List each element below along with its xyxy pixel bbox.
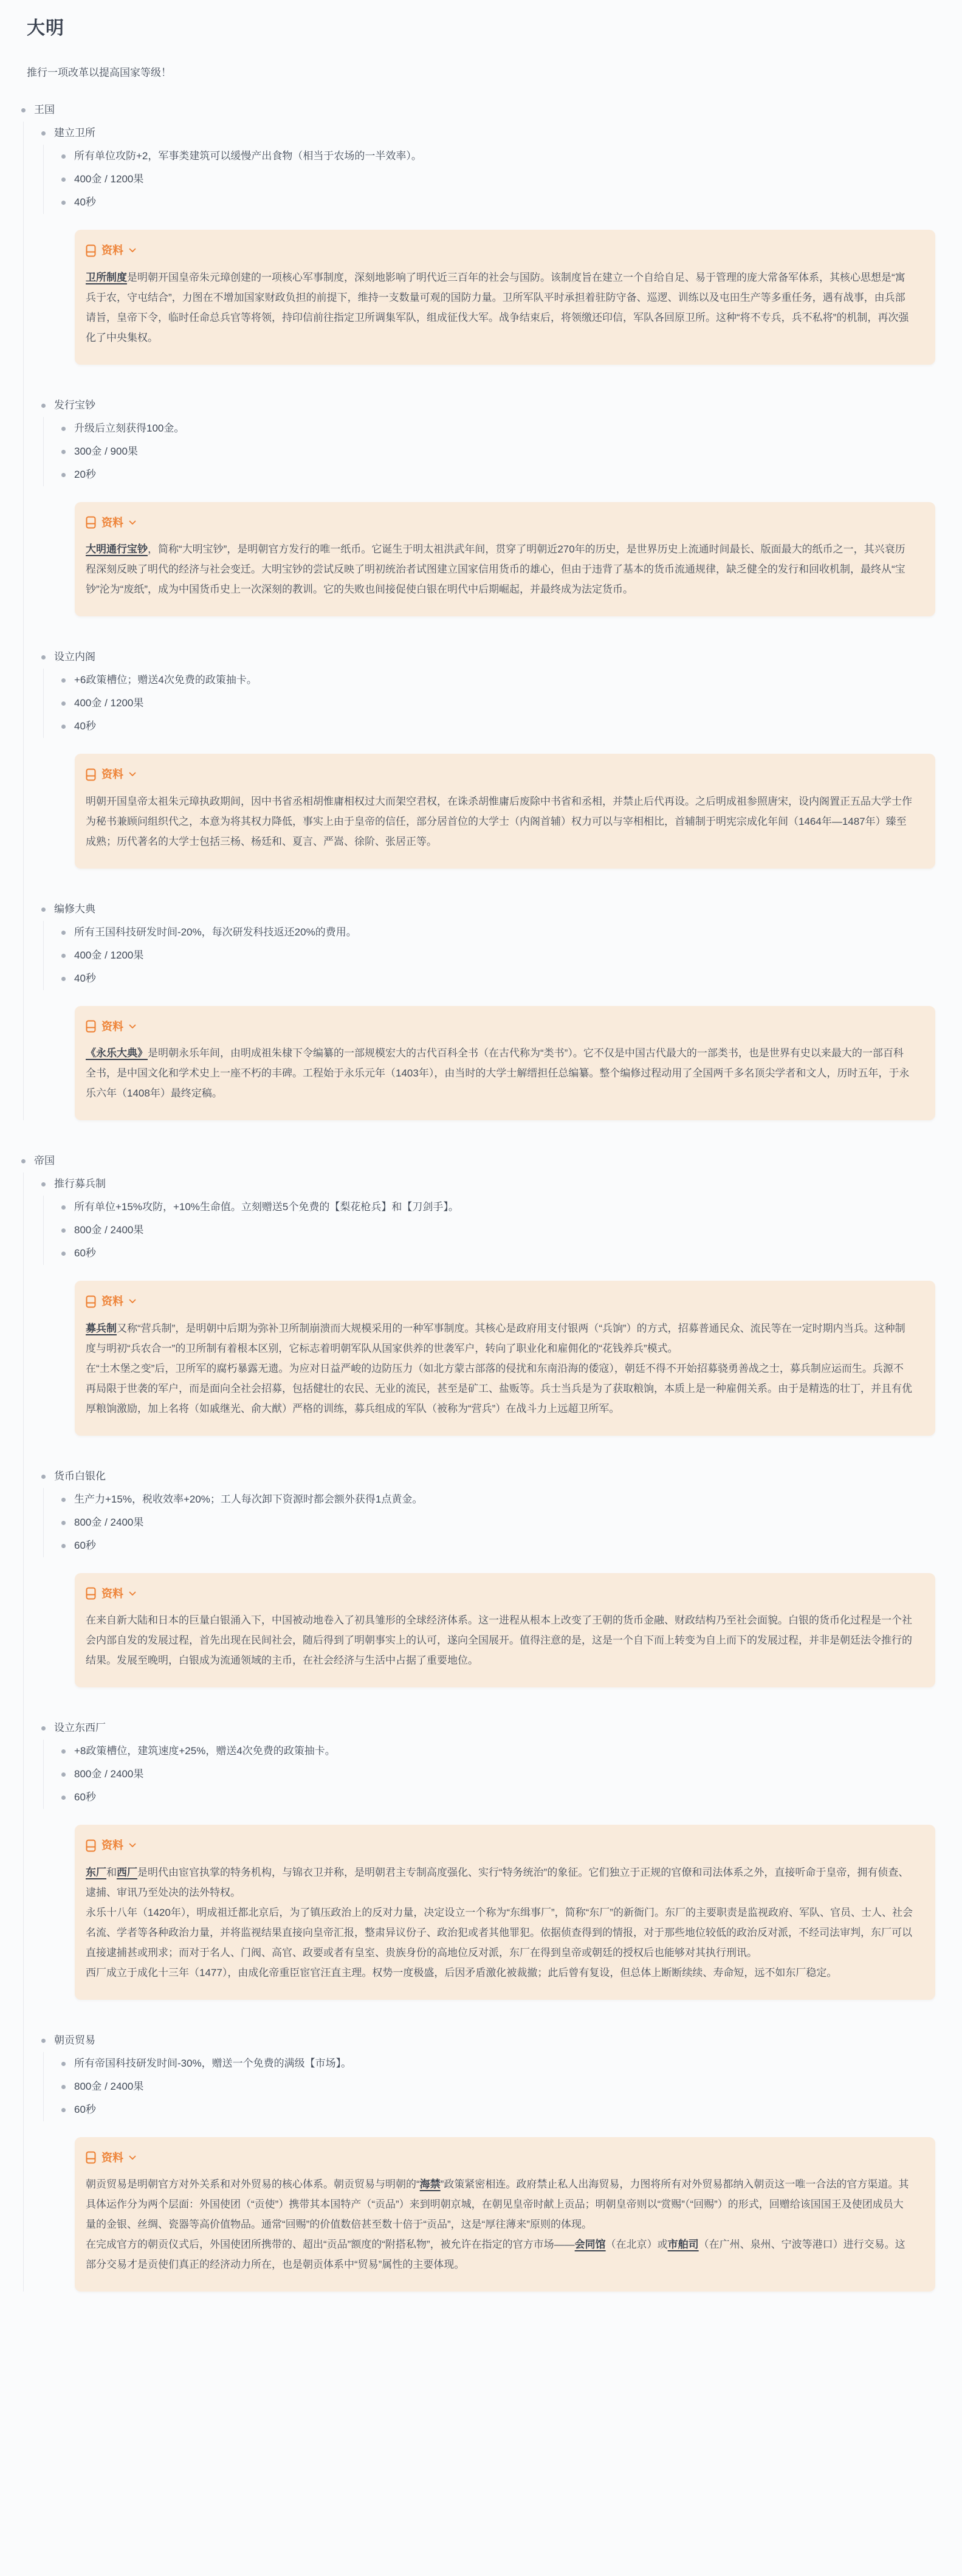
bullet-icon bbox=[61, 1749, 66, 1754]
list-item-text: 40秒 bbox=[74, 972, 96, 984]
detail-item bbox=[60, 1242, 935, 1265]
reform-item bbox=[40, 1465, 935, 1488]
reference-callout bbox=[75, 502, 935, 617]
callout-toggle[interactable] bbox=[86, 1586, 136, 1601]
detail-item bbox=[60, 715, 935, 738]
list-item-text: 60秒 bbox=[74, 1539, 96, 1551]
detail-item bbox=[60, 692, 935, 715]
list-item-text: 所有单位攻防+2，军事类建筑可以缓慢产出食物（相当于农场的一半效率）。 bbox=[74, 150, 422, 162]
list-item-text: +8政策槽位，建筑速度+25%，赠送4次免费的政策抽卡。 bbox=[74, 1745, 335, 1757]
callout-toggle[interactable] bbox=[86, 2151, 136, 2165]
reference-callout bbox=[75, 1006, 935, 1121]
detail-item bbox=[60, 191, 935, 214]
list-item-text: 800金 / 2400果 bbox=[74, 1768, 144, 1780]
detail-item bbox=[60, 1763, 935, 1786]
chevron-down-icon bbox=[129, 2155, 136, 2160]
bullet-icon bbox=[61, 1796, 66, 1800]
callout-body bbox=[86, 539, 913, 599]
detail-item bbox=[60, 2052, 935, 2075]
book-icon bbox=[86, 2151, 96, 2164]
callout-body bbox=[86, 267, 913, 348]
reform-item bbox=[40, 122, 935, 145]
detail-item bbox=[60, 944, 935, 967]
reform-item bbox=[40, 394, 935, 417]
detail-item bbox=[60, 440, 935, 463]
bullet-icon bbox=[61, 177, 66, 182]
book-icon bbox=[86, 1587, 96, 1600]
page-title: 大明 bbox=[27, 18, 64, 38]
list-item-text: 推行募兵制 bbox=[54, 1178, 106, 1190]
chevron-down-icon bbox=[129, 520, 136, 525]
list-item-text: 800金 / 2400果 bbox=[74, 1224, 144, 1236]
reform-item bbox=[40, 898, 935, 921]
reform-section bbox=[40, 1465, 935, 1557]
reference-callout bbox=[75, 1281, 935, 1436]
list-item-text: 生产力+15%，税收效率+20%；工人每次卸下资源时都会额外获得1点黄金。 bbox=[74, 1493, 423, 1505]
callout-toggle[interactable] bbox=[86, 243, 136, 258]
reform-section bbox=[40, 898, 935, 990]
key-term: 市舶司 bbox=[667, 2239, 699, 2250]
list-item-text: 所有帝国科技研发时间-30%，赠送一个免费的满级【市场】。 bbox=[74, 2057, 352, 2069]
list-item-text: 60秒 bbox=[74, 1247, 96, 1259]
list-item-text: 300金 / 900果 bbox=[74, 445, 138, 457]
key-term: 海禁 bbox=[419, 2178, 441, 2190]
reform-section bbox=[40, 1173, 935, 1265]
bullet-icon bbox=[41, 404, 46, 408]
detail-item bbox=[60, 1511, 935, 1534]
book-icon bbox=[86, 516, 96, 529]
bullet-icon bbox=[61, 1544, 66, 1548]
bullet-icon bbox=[61, 701, 66, 706]
chevron-down-icon bbox=[129, 1843, 136, 1848]
key-term: 西厂 bbox=[117, 1866, 137, 1878]
reference-callout bbox=[75, 1573, 935, 1688]
detail-item bbox=[60, 145, 935, 168]
page-subtitle: 推行一项改革以提高国家等级！ bbox=[27, 67, 171, 78]
reform-section bbox=[40, 1717, 935, 1809]
callout-body bbox=[86, 1862, 913, 1983]
callout-label: 资料 bbox=[101, 1295, 123, 1307]
bullet-icon bbox=[61, 1252, 66, 1256]
list-item-text: 40秒 bbox=[74, 196, 96, 208]
list-item-text: 所有单位+15%攻防，+10%生命值。立刻赠送5个免费的【梨花枪兵】和【刀剑手】。 bbox=[74, 1201, 459, 1213]
callout-paragraph: 在“土木堡之变”后，卫所军的腐朽暴露无遗。为应对日益严峻的边防压力（如北方蒙古部落的侵扰和东南沿海的倭寇），朝廷不得不开始招募骁勇善战之士，募兵制应运而生。兵源不再局限于世袭的军户，而是面向全社会招募，包括健壮的农民、无业的流民，甚至是矿工、盐贩等。兵士当兵是为了获取粮饷，本质上是一种雇佣关系。由于是精选的壮丁，并且有优厚粮饷激励，加上名将（如戚继光、俞大猷）严格的训练，募兵组成的军队（被称为“营兵”）在战斗力上远超卫所军。 bbox=[86, 1362, 912, 1414]
bullet-icon bbox=[61, 1228, 66, 1233]
detail-item bbox=[60, 1219, 935, 1242]
book-icon bbox=[86, 1295, 96, 1308]
chevron-down-icon bbox=[129, 1591, 136, 1596]
callout-paragraph: 在来自新大陆和日本的巨量白银涌入下，中国被动地卷入了初具雏形的全球经济体系。这一进程从根本上改变了王朝的货币金融、财政结构乃至社会面貌。白银的货币化过程是一个社会内部自发的发展过程，首先出现在民间社会，随后得到了明朝事实上的认可，遂向全国展开。值得注意的是，这是一个自下而上转变为自上而下的发展过程，并非是朝廷法令推行的结果。发展至晚明，白银成为流通领域的主币，在社会经济与生活中占据了重要地位。 bbox=[86, 1614, 912, 1666]
tier-item bbox=[19, 1149, 935, 1173]
list-item-text: 王国 bbox=[34, 104, 55, 115]
callout-paragraph: 永乐十八年（1420年），明成祖迁都北京后，为了镇压政治上的反对力量，决定设立一个称为“东缉事厂”，简称“东厂”的新衙门。东厂的主要职责是监视政府、军队、官员、士人、社会名流、学者等各种政治力量，并将监视结果直接向皇帝汇报，整肃异议份子、政治犯或者其他罪犯。依据侦查得到的情报，对于那些地位较低的政治反对派，不经司法审判，东厂可以直接逮捕甚或刑求；而对于名人、门阀、高官、政要或者有皇室、贵族身份的高地位反对派，东厂在得到皇帝或朝廷的授权后也能够对其执行刑讯。 bbox=[86, 1906, 913, 1958]
key-term: 《永乐大典》 bbox=[86, 1047, 148, 1059]
bullet-icon bbox=[61, 427, 66, 431]
chevron-down-icon bbox=[129, 1024, 136, 1029]
book-icon bbox=[86, 768, 96, 781]
callout-toggle[interactable] bbox=[86, 515, 136, 530]
callout-body bbox=[86, 791, 913, 852]
callout-body bbox=[86, 1610, 913, 1670]
bullet-icon bbox=[41, 907, 46, 912]
callout-paragraph: 西厂成立于成化十三年（1477），由成化帝重臣宦官汪直主理。权势一度极盛，后因矛盾激化被裁撤；此后曾有复设，但总体上断断续续、寿命短，远不如东厂稳定。 bbox=[86, 1966, 837, 1978]
bullet-icon bbox=[61, 2108, 66, 2112]
bullet-icon bbox=[41, 1726, 46, 1731]
bullet-icon bbox=[41, 655, 46, 659]
callout-toggle[interactable] bbox=[86, 767, 136, 782]
tier-item bbox=[19, 98, 935, 122]
callout-body bbox=[86, 2174, 913, 2275]
callout-label: 资料 bbox=[101, 2151, 123, 2164]
detail-item bbox=[60, 1196, 935, 1219]
detail-item bbox=[60, 1740, 935, 1763]
book-icon bbox=[86, 244, 96, 257]
bullet-icon bbox=[61, 154, 66, 159]
callout-toggle[interactable] bbox=[86, 1838, 136, 1853]
detail-item bbox=[60, 1534, 935, 1557]
bullet-icon bbox=[61, 931, 66, 935]
detail-item bbox=[60, 2075, 935, 2098]
bullet-icon bbox=[61, 1772, 66, 1777]
outline-root bbox=[19, 98, 935, 2292]
detail-item bbox=[60, 1786, 935, 1809]
callout-label: 资料 bbox=[101, 768, 123, 780]
reform-item bbox=[40, 646, 935, 669]
callout-label: 资料 bbox=[101, 1587, 123, 1600]
callout-toggle[interactable] bbox=[86, 1294, 136, 1309]
tier-section bbox=[19, 98, 935, 1120]
key-term: 大明通行宝钞 bbox=[86, 543, 148, 555]
list-item-text: 400金 / 1200果 bbox=[74, 173, 144, 185]
callout-paragraph: 大明通行宝钞，简称“大明宝钞”，是明朝官方发行的唯一纸币。它诞生于明太祖洪武年间，贯穿了明朝近270年的历史，是世界历史上流通时间最长、版面最大的纸币之一，其兴衰历程深刻反映了明代的经济与社会变迁。大明宝钞的尝试反映了明初统治者试图建立国家信用货币的雄心，但由于违背了基本的货币流通规律，缺乏健全的发行和回收机制，最终从“宝钞”沦为“废纸”，成为中国货币史上一次深刻的教训。它的失败也间接促使白银在明代中后期崛起，并最终成为法定货币。 bbox=[86, 543, 905, 595]
reference-callout bbox=[75, 754, 935, 869]
bullet-icon bbox=[41, 2039, 46, 2043]
callout-toggle[interactable] bbox=[86, 1019, 136, 1034]
detail-item bbox=[60, 921, 935, 944]
callout-paragraph: 在完成官方的朝贡仪式后，外国使团所携带的、超出“贡品”额度的“附搭私物”，被允许在指定的官方市场——会同馆（在北京）或市舶司（在广州、泉州、宁波等港口）进行交易。这部分交易才是贡使们真正的经济动力所在，也是朝贡体系中“贸易”属性的主要体现。 bbox=[86, 2239, 905, 2270]
callout-paragraph: 《永乐大典》是明朝永乐年间，由明成祖朱棣下令编纂的一部规模宏大的古代百科全书（在古代称为“类书”）。它不仅是中国古代最大的一部类书，也是世界有史以来最大的一部百科全书，是中国文化和学术史上一座不朽的丰碑。工程始于永乐元年（1403年），由当时的大学士解缙担任总编纂。整个编修过程动用了全国两千多名顶尖学者和文人，历时五年，于永乐六年（1408年）最终定稿。 bbox=[86, 1047, 910, 1099]
key-term: 募兵制 bbox=[86, 1322, 117, 1334]
reference-callout bbox=[75, 230, 935, 365]
reform-item bbox=[40, 2029, 935, 2052]
bullet-icon bbox=[61, 1521, 66, 1525]
list-item-text: 400金 / 1200果 bbox=[74, 697, 144, 709]
bullet-icon bbox=[61, 2062, 66, 2066]
callout-paragraph: 明朝开国皇帝太祖朱元璋执政期间，因中书省丞相胡惟庸相权过大而架空君权，在诛杀胡惟庸后废除中书省和丞相，并禁止后代再设。之后明成祖参照唐宋，设内阁置正五品大学士作为秘书兼顾问组织代之，本意为将其权力降低，事实上由于皇帝的信任，部分居首位的大学士（内阁首辅）权力可以与宰相相比，首辅制于明宪宗成化年间（1464年—1487年）臻至成熟；历代著名的大学士包括三杨、杨廷和、夏言、严嵩、徐阶、张居正等。 bbox=[86, 795, 912, 847]
bullet-icon bbox=[21, 108, 26, 112]
bullet-icon bbox=[61, 678, 66, 683]
detail-item bbox=[60, 168, 935, 191]
tier-section bbox=[19, 1149, 935, 2292]
bullet-icon bbox=[61, 725, 66, 729]
callout-label: 资料 bbox=[101, 1839, 123, 1851]
list-item-text: 800金 / 2400果 bbox=[74, 2080, 144, 2092]
reference-callout bbox=[75, 1825, 935, 2000]
bullet-icon bbox=[41, 1475, 46, 1479]
list-item-text: 发行宝钞 bbox=[54, 399, 95, 411]
bullet-icon bbox=[61, 1205, 66, 1210]
list-item-text: +6政策槽位；赠送4次免费的政策抽卡。 bbox=[74, 674, 257, 686]
key-term: 卫所制度 bbox=[86, 271, 127, 283]
chevron-down-icon bbox=[129, 1299, 136, 1304]
detail-item bbox=[60, 2098, 935, 2121]
book-icon bbox=[86, 1020, 96, 1033]
callout-paragraph: 东厂和西厂是明代由宦官执掌的特务机构，与锦衣卫并称，是明朝君主专制高度强化、实行“特务统治”的象征。它们独立于正规的官僚和司法体系之外，直接听命于皇帝，拥有侦查、逮捕、审讯乃至处决的法外特权。 bbox=[86, 1866, 909, 1898]
detail-item bbox=[60, 967, 935, 990]
reform-section bbox=[40, 646, 935, 738]
callout-paragraph: 募兵制又称“营兵制”，是明朝中后期为弥补卫所制崩溃而大规模采用的一种军事制度。其核心是政府用支付银两（“兵饷”）的方式，招募普通民众、流民等在一定时期内当兵。这种制度与明初“兵农合一”的卫所制有着根本区别，它标志着明朝军队从国家供养的世袭军户，转向了职业化和雇佣化的“花钱养兵”模式。 bbox=[86, 1322, 905, 1354]
callout-label: 资料 bbox=[101, 244, 123, 257]
list-item-text: 20秒 bbox=[74, 468, 96, 480]
callout-body bbox=[86, 1318, 913, 1419]
chevron-down-icon bbox=[129, 772, 136, 777]
detail-item bbox=[60, 463, 935, 486]
chevron-down-icon bbox=[129, 248, 136, 253]
list-item-text: 货币白银化 bbox=[54, 1470, 106, 1482]
list-item-text: 所有王国科技研发时间-20%，每次研发科技返还20%的费用。 bbox=[74, 926, 357, 938]
callout-label: 资料 bbox=[101, 516, 123, 529]
detail-item bbox=[60, 417, 935, 440]
list-item-text: 建立卫所 bbox=[54, 127, 95, 139]
list-item-text: 400金 / 1200果 bbox=[74, 949, 144, 961]
key-term: 东厂 bbox=[86, 1866, 106, 1878]
bullet-icon bbox=[41, 131, 46, 136]
detail-item bbox=[60, 669, 935, 692]
bullet-icon bbox=[41, 1182, 46, 1186]
reform-item bbox=[40, 1717, 935, 1740]
bullet-icon bbox=[61, 201, 66, 205]
list-item-text: 设立内阁 bbox=[54, 651, 95, 663]
reform-section bbox=[40, 122, 935, 214]
list-item-text: 60秒 bbox=[74, 1791, 96, 1803]
list-item-text: 设立东西厂 bbox=[54, 1722, 106, 1734]
list-item-text: 40秒 bbox=[74, 720, 96, 732]
list-item-text: 朝贡贸易 bbox=[54, 2034, 95, 2046]
callout-paragraph: 朝贡贸易是明朝官方对外关系和对外贸易的核心体系。朝贡贸易与明朝的“海禁”政策紧密相连。政府禁止私人出海贸易，力图将所有对外贸易都纳入朝贡这一唯一合法的官方渠道。其具体运作分为两个层面：外国使团（“贡使”）携带其本国特产（“贡品”）来到明朝京城，在朝见皇帝时献上贡品；明朝皇帝则以“赏赐”（“回赐”）的形式，回赠给该国国王及使团成员大量的金银、丝绸、瓷器等高价值物品。通常“回赐”的价值数倍甚至数十倍于“贡品”，这是“厚往薄来”原则的体现。 bbox=[86, 2178, 909, 2230]
callout-paragraph: 卫所制度是明朝开国皇帝朱元璋创建的一项核心军事制度，深刻地影响了明代近三百年的社会与国防。该制度旨在建立一个自给自足、易于管理的庞大常备军体系，其核心思想是“寓兵于农，守屯结合”，力图在不增加国家财政负担的前提下，维持一支数量可观的国防力量。卫所军队平时承担着驻防守备、巡逻、训练以及屯田生产等多重任务，遇有战事，由兵部请旨，皇帝下令，临时任命总兵官等将领，持印信前往指定卫所调集军队，组成征伐大军。战争结束后，将领缴还印信，军队各回原卫所。这种“将不专兵，兵不私将”的机制，再次强化了中央集权。 bbox=[86, 271, 909, 343]
bullet-icon bbox=[61, 450, 66, 454]
key-term: 会同馆 bbox=[574, 2239, 606, 2250]
bullet-icon bbox=[61, 977, 66, 981]
bullet-icon bbox=[61, 1498, 66, 1502]
list-item-text: 帝国 bbox=[34, 1155, 55, 1166]
bullet-icon bbox=[21, 1159, 26, 1163]
detail-item bbox=[60, 1488, 935, 1511]
reform-item bbox=[40, 1173, 935, 1196]
book-icon bbox=[86, 1839, 96, 1852]
reform-section bbox=[40, 2029, 935, 2121]
callout-body bbox=[86, 1043, 913, 1103]
list-item-text: 800金 / 2400果 bbox=[74, 1516, 144, 1528]
bullet-icon bbox=[61, 473, 66, 477]
reform-section bbox=[40, 394, 935, 486]
bullet-icon bbox=[61, 954, 66, 958]
list-item-text: 编修大典 bbox=[54, 903, 95, 915]
list-item-text: 升级后立刻获得100金。 bbox=[74, 422, 185, 434]
callout-label: 资料 bbox=[101, 1020, 123, 1033]
bullet-icon bbox=[61, 2085, 66, 2089]
reference-callout bbox=[75, 2137, 935, 2292]
list-item-text: 60秒 bbox=[74, 2103, 96, 2115]
